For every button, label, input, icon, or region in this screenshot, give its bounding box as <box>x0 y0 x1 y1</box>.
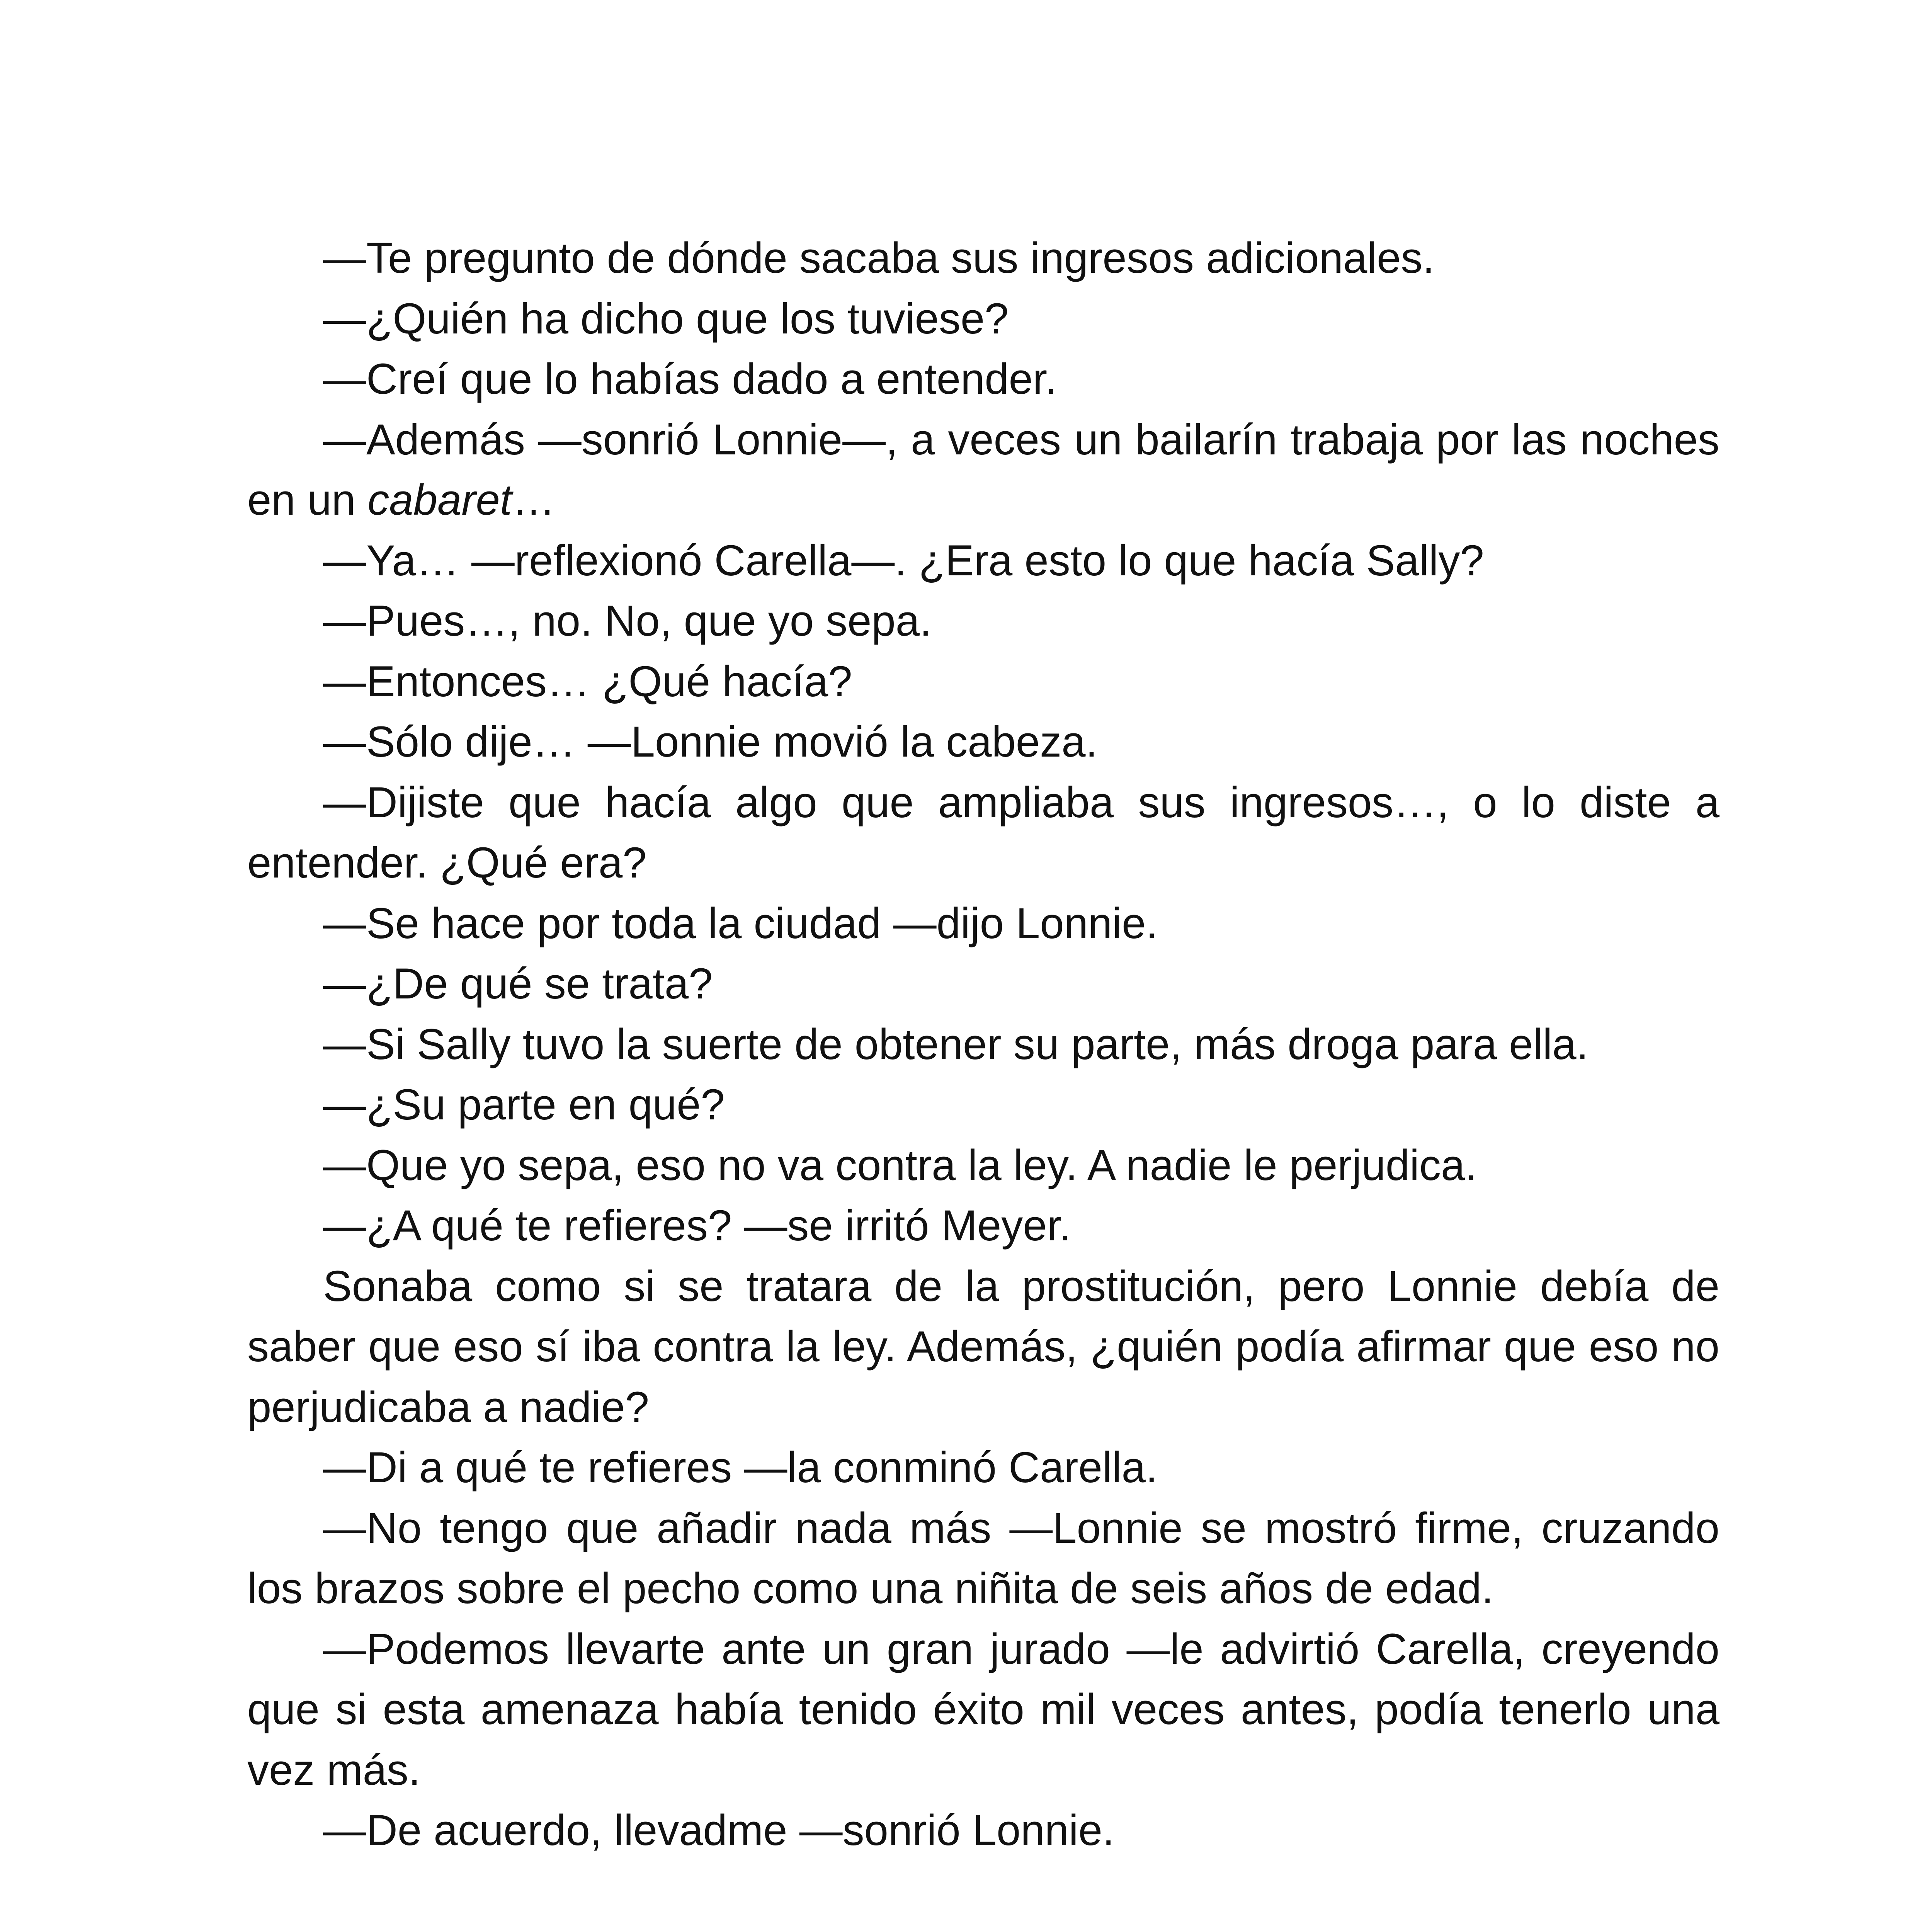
paragraph: —¿A qué te refieres? —se irritó Meyer. <box>323 1201 1071 1250</box>
paragraph: —De acuerdo, llevadme —sonrió Lonnie. <box>323 1806 1115 1854</box>
paragraph: —Además —sonrió Lonnie—, a veces un bailarín trabaja por las noches en un cabaret… <box>247 415 1719 524</box>
paragraph: —Entonces… ¿Qué hacía? <box>323 657 852 706</box>
body-text <box>247 228 1719 1932</box>
paragraph: —No tengo que añadir nada más —Lonnie se mostró firme, cruzando los brazos sobre el pecho como una niñita de seis años de edad. <box>247 1503 1719 1612</box>
paragraph: —Se hace por toda la ciudad —dijo Lonnie. <box>323 899 1158 947</box>
paragraph: —Dijiste que hacía algo que ampliaba sus ingresos…, o lo diste a entender. ¿Qué era? <box>247 778 1719 887</box>
paragraph: —¿Su parte en qué? <box>323 1080 725 1129</box>
paragraph: —Que yo sepa, eso no va contra la ley. A nadie le perjudica. <box>323 1141 1477 1189</box>
paragraph: —Te pregunto de dónde sacaba sus ingresos adicionales. <box>323 234 1435 282</box>
paragraph: —¿De qué se trata? <box>323 959 713 1008</box>
paragraph: —Sólo dije… —Lonnie movió la cabeza. <box>323 718 1098 766</box>
paragraph: —Si Sally tuvo la suerte de obtener su parte, más droga para ella. <box>323 1020 1588 1068</box>
paragraph: —Creí que lo habías dado a entender. <box>323 355 1057 403</box>
paragraph: —¿Quién ha dicho que los tuviese? <box>323 294 1009 343</box>
paragraph: —Podemos llevarte ante un gran jurado —le advirtió Carella, creyendo que si esta amenaza había tenido éxito mil veces antes, podía tenerlo una vez más. <box>247 1624 1719 1794</box>
paragraph: —Ya… —reflexionó Carella—. ¿Era esto lo que hacía Sally? <box>323 536 1484 585</box>
section-break <box>247 1861 1719 1932</box>
paragraph: —Pues…, no. No, que yo sepa. <box>323 597 932 645</box>
dialogue-section <box>247 228 1719 1861</box>
paragraph: —Di a qué te refieres —la conminó Carella. <box>323 1443 1158 1492</box>
paragraph: Sonaba como si se tratara de la prostitución, pero Lonnie debía de saber que eso sí iba contra la ley. Además, ¿quién podía afirmar que eso no perjudicaba a nadie? <box>247 1262 1719 1431</box>
